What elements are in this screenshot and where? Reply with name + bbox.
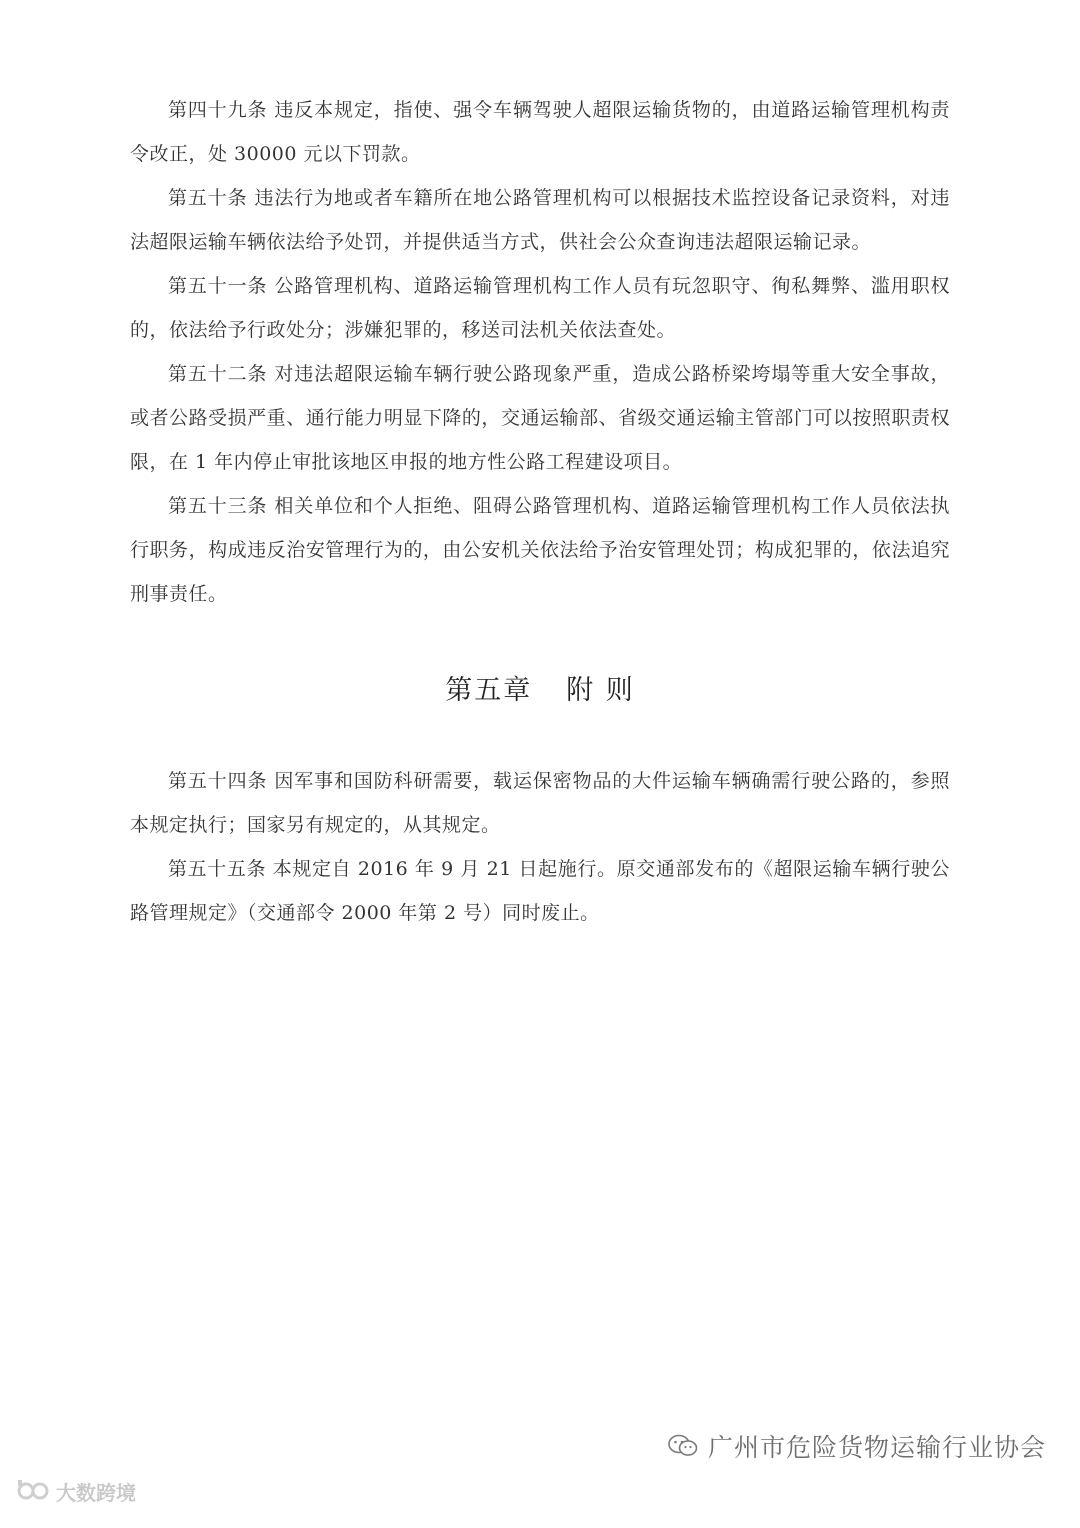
bottom-logo-text: 大数跨境 <box>56 1480 136 1505</box>
wechat-icon <box>668 1434 698 1458</box>
article-paragraph: 第五十四条 因军事和国防科研需要，载运保密物品的大件运输车辆确需行驶公路的，参照本规定执行；国家另有规定的，从其规定。 <box>130 770 950 836</box>
article-paragraph: 第四十九条 违反本规定，指使、强令车辆驾驶人超限运输货物的，由道路运输管理机构责令改正，处 30000 元以下罚款。 <box>130 99 950 165</box>
watermark-text: 广州市危险货物运输行业协会 <box>707 1433 1046 1462</box>
articles-after <box>130 759 950 935</box>
wechat-watermark <box>668 1428 1046 1464</box>
logo-mark-icon <box>16 1476 50 1506</box>
bottom-logo <box>16 1476 136 1506</box>
chapter-title: 附 则 <box>566 675 635 706</box>
chapter-heading <box>130 668 950 707</box>
article-paragraph: 第五十五条 本规定自 2016 年 9 月 21 日起施行。原交通部发布的《超限运输车辆行驶公路管理规定》（交通部令 2000 年第 2 号）同时废止。 <box>130 858 950 924</box>
chapter-number: 第五章 <box>445 675 533 706</box>
article-paragraph: 第五十二条 对违法超限运输车辆行驶公路现象严重，造成公路桥梁垮塌等重大安全事故，或者公路受损严重、通行能力明显下降的，交通运输部、省级交通运输主管部门可以按照职责权限，在 1 年内停止审批该地区申报的地方性公路工程建设项目。 <box>130 363 950 473</box>
article-paragraph: 第五十一条 公路管理机构、道路运输管理机构工作人员有玩忽职守、徇私舞弊、滥用职权的，依法给予行政处分；涉嫌犯罪的，移送司法机关依法查处。 <box>130 275 950 341</box>
article-paragraph: 第五十三条 相关单位和个人拒绝、阻碍公路管理机构、道路运输管理机构工作人员依法执行职务，构成违反治安管理行为的，由公安机关依法给予治安管理处罚；构成犯罪的，依法追究刑事责任。 <box>130 495 950 605</box>
articles-before <box>130 88 950 616</box>
article-paragraph: 第五十条 违法行为地或者车籍所在地公路管理机构可以根据技术监控设备记录资料，对违法超限运输车辆依法给予处罚，并提供适当方式，供社会公众查询违法超限运输记录。 <box>130 187 950 253</box>
document-body <box>130 88 950 935</box>
